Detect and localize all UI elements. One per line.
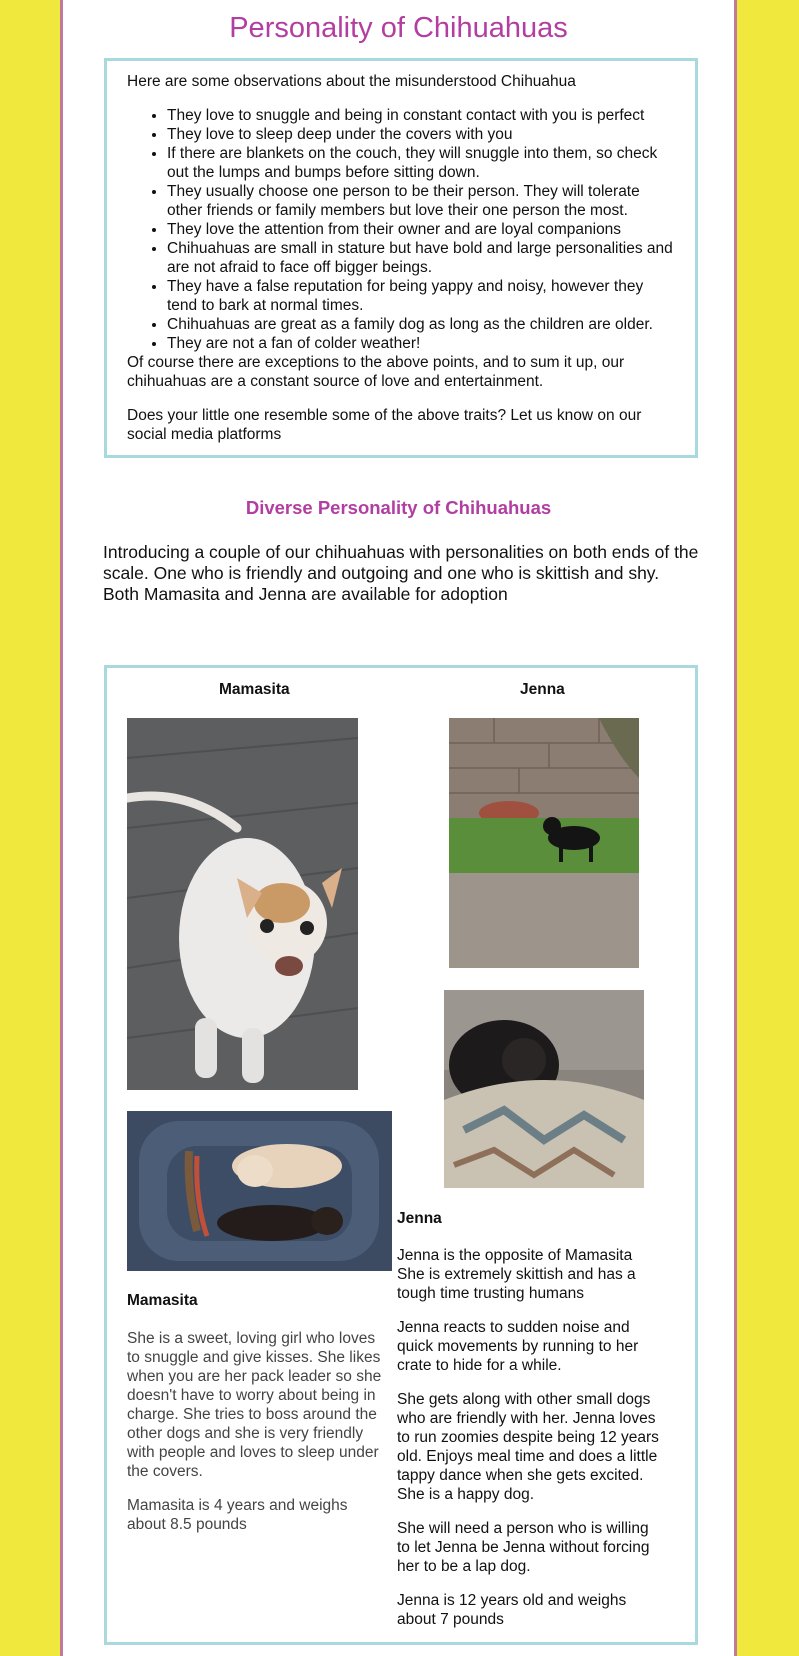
jenna-paragraph: Jenna reacts to sudden noise and quick movements by running to her crate to hide for a while. bbox=[397, 1319, 639, 1374]
list-item: • They are not a fan of colder weather! bbox=[167, 334, 675, 353]
list-item: • If there are blankets on the couch, they will snuggle into them, so check out the lumps and bumps before sitting down. bbox=[167, 144, 675, 182]
list-item: • They usually choose one person to be their person. They will tolerate other friends or family members but love their one person the most. bbox=[167, 182, 675, 220]
jenna-paragraph: She gets along with other small dogs who are friendly with her. Jenna loves to run zoomies despite being 12 years old. Enjoys meal time and does a little tappy dance when she gets excited. She is a happy dog. bbox=[397, 1391, 659, 1503]
mamasita-name: Mamasita bbox=[127, 1292, 198, 1309]
jenna-column-title: Jenna bbox=[520, 681, 565, 698]
list-item: • They love the attention from their owner and are loyal companions bbox=[167, 220, 675, 239]
mamasita-paragraph: She is a sweet, loving girl who loves to snuggle and give kisses. She likes when you are her pack leader so she doesn't have to worry about being in charge. She tries to boss around the other dogs and she is very friendly with people and loves to sleep under the covers. bbox=[127, 1330, 382, 1480]
jenna-name: Jenna bbox=[397, 1210, 442, 1227]
mamasita-column-title: Mamasita bbox=[219, 681, 290, 698]
diverse-intro bbox=[103, 542, 703, 605]
jenna-yard-photo-image bbox=[449, 718, 639, 968]
adoption-availability: Both Mamasita and Jenna are available for adoption bbox=[103, 584, 508, 604]
jenna-couch-photo bbox=[444, 990, 644, 1188]
social-media-question: Does your little one resemble some of the above traits? Let us know on our social media platforms bbox=[127, 407, 642, 443]
jenna-couch-photo-image bbox=[444, 990, 644, 1188]
jenna-paragraph: She will need a person who is willing to let Jenna be Jenna without forcing her to be a lap dog. bbox=[397, 1520, 650, 1575]
observations-box bbox=[104, 58, 698, 458]
jenna-paragraph: Jenna is the opposite of Mamasita She is extremely skittish and has a tough time trusting humans bbox=[397, 1247, 636, 1302]
diverse-intro-text: Introducing a couple of our chihuahuas with personalities on both ends of the scale. One who is friendly and outgoing and one who is skittish and shy. bbox=[103, 542, 699, 583]
dog-profiles-box bbox=[104, 665, 698, 1645]
list-item: • Chihuahuas are great as a family dog as long as the children are older. bbox=[167, 315, 675, 334]
list-item: • Chihuahuas are small in stature but have bold and large personalities and are not afraid to face off bigger beings. bbox=[167, 239, 675, 277]
jenna-paragraph: Jenna is 12 years old and weighs about 7 pounds bbox=[397, 1592, 627, 1628]
observations-list bbox=[127, 106, 675, 353]
observations-summary: Of course there are exceptions to the above points, and to sum it up, our chihuahuas are a constant source of love and entertainment. bbox=[127, 354, 625, 390]
page-content bbox=[60, 0, 737, 1656]
jenna-yard-photo bbox=[449, 718, 639, 968]
page-title: Personality of Chihuahuas bbox=[229, 12, 568, 44]
mamasita-bed-photo bbox=[127, 1111, 392, 1271]
mamasita-paragraph: Mamasita is 4 years and weighs about 8.5 pounds bbox=[127, 1497, 348, 1533]
mamasita-photo-image bbox=[127, 718, 358, 1090]
mamasita-photo bbox=[127, 718, 358, 1090]
mamasita-description bbox=[127, 1329, 385, 1549]
list-item: • They have a false reputation for being yappy and noisy, however they tend to bark at normal times. bbox=[167, 277, 675, 315]
observations-intro: Here are some observations about the misunderstood Chihuahua bbox=[127, 73, 576, 90]
list-item: • They love to snuggle and being in constant contact with you is perfect bbox=[167, 106, 675, 125]
list-item: • They love to sleep deep under the covers with you bbox=[167, 125, 675, 144]
diverse-heading: Diverse Personality of Chihuahuas bbox=[245, 497, 552, 518]
mamasita-bed-photo-image bbox=[127, 1111, 392, 1271]
jenna-description bbox=[397, 1246, 659, 1644]
